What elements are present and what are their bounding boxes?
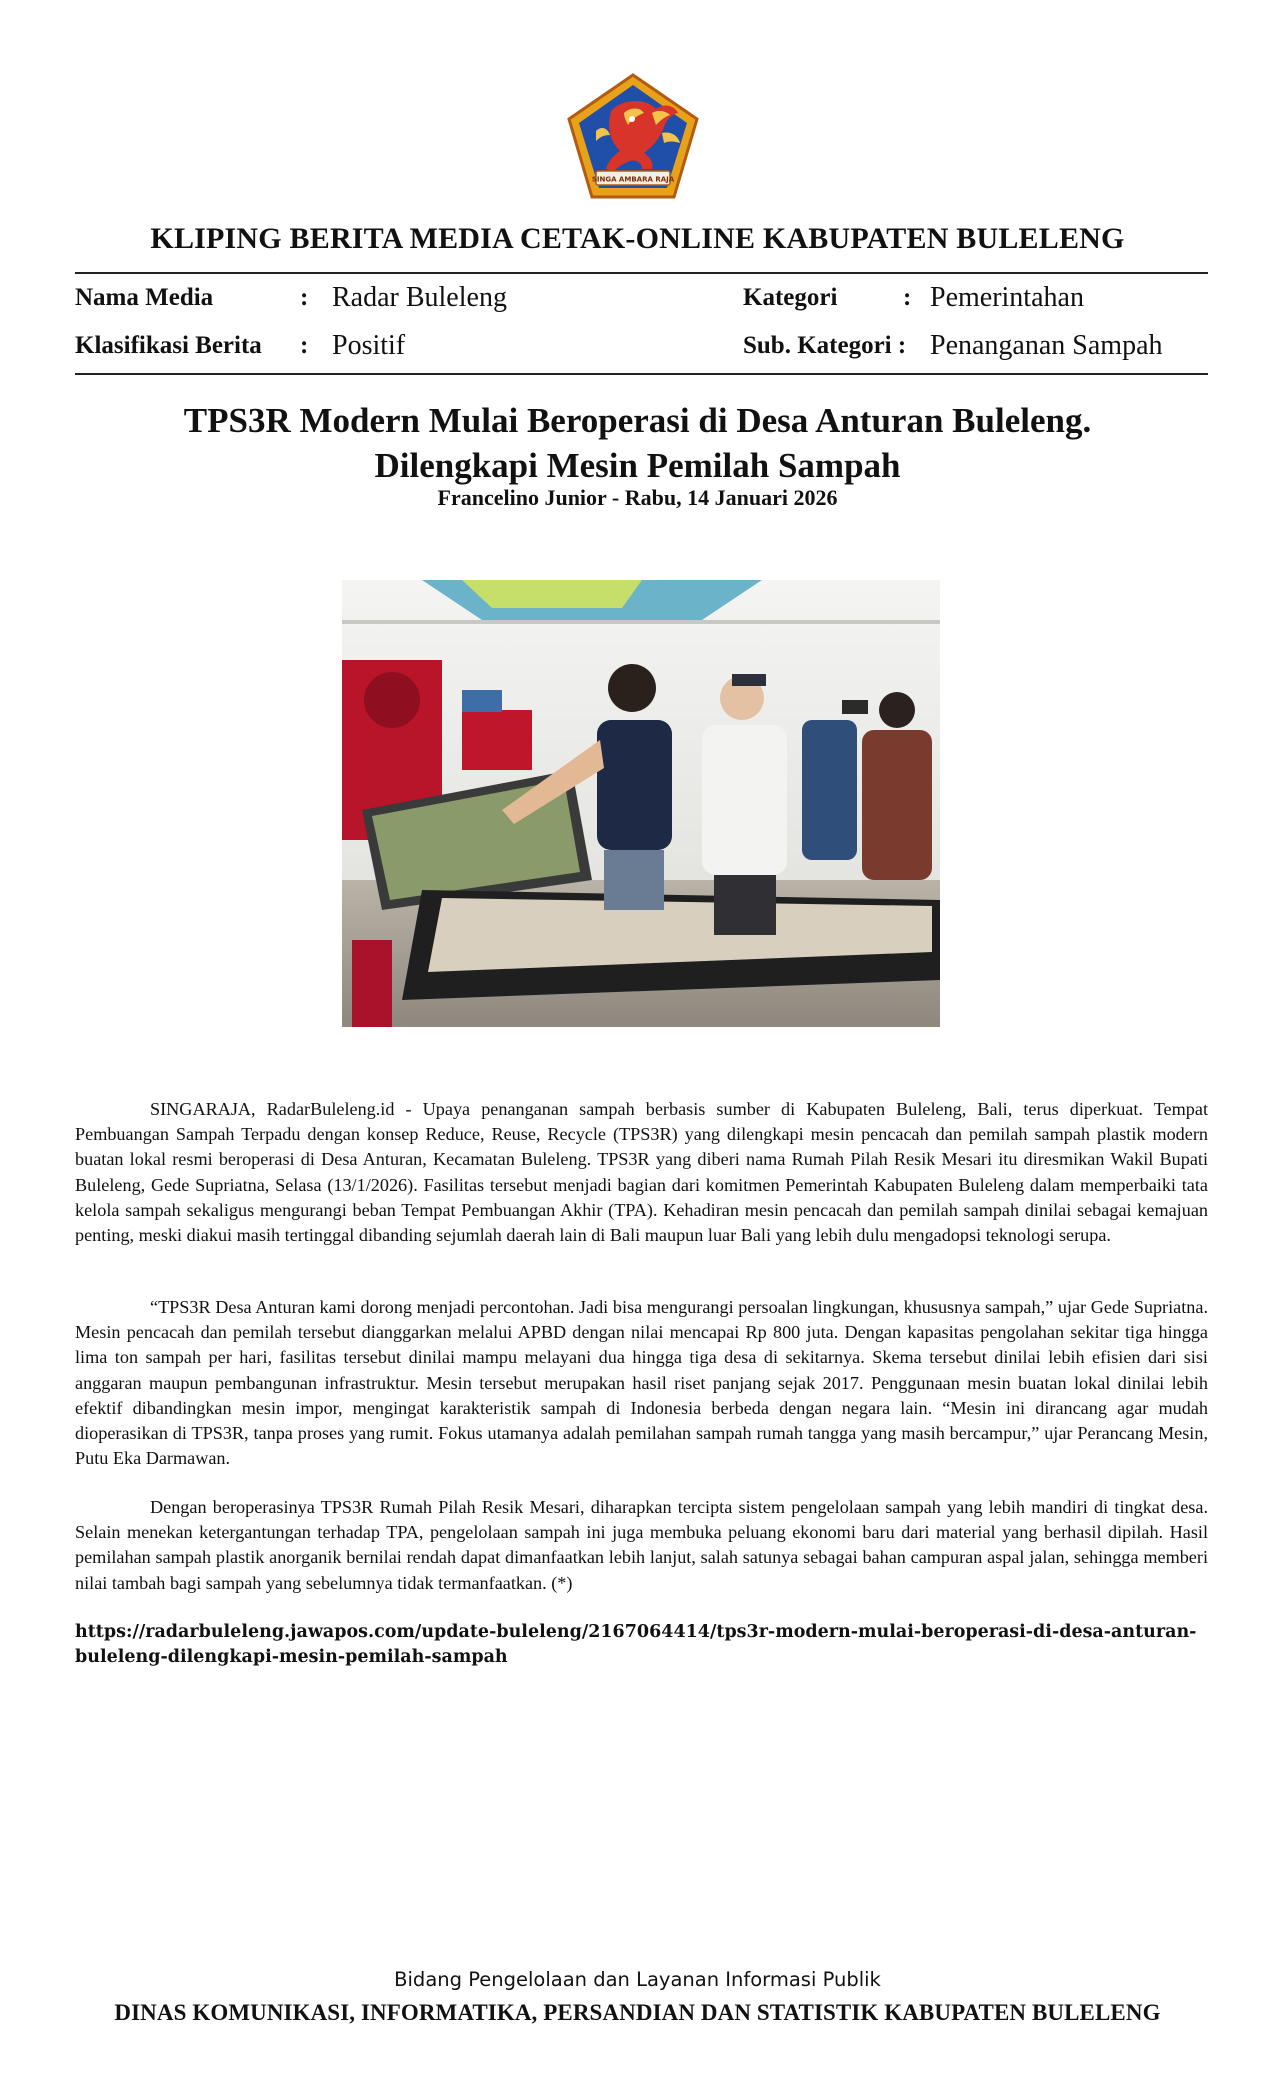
- singa-ambara-raja-emblem-icon: [566, 73, 700, 201]
- media-colon: :: [300, 284, 309, 311]
- meta-row-classification: [75, 326, 1208, 366]
- classification-colon: :: [300, 332, 309, 359]
- regency-logo: [566, 73, 700, 201]
- header-divider-top: [75, 272, 1208, 274]
- page-title: KLIPING BERITA MEDIA CETAK-ONLINE KABUPATEN BULELENG: [150, 222, 1125, 255]
- article-paragraph-2: “TPS3R Desa Anturan kami dorong menjadi percontohan. Jadi bisa mengurangi persoalan lingkungan, khususnya sampah,” ujar Gede Supriatna. Mesin pencacah dan pemilah tersebut dianggarkan melalui APBD dengan nilai mencapai Rp 800 juta. Dengan kapasitas pengolahan sekitar tiga hingga lima ton sampah per hari, fasilitas tersebut dinilai mampu melayani dua hingga tiga desa di sekitarnya. Skema tersebut dinilai lebih efisien dari sisi anggaran maupun pembangunan infrastruktur. Mesin tersebut merupakan hasil riset panjang sejak 2017. Penggunaan mesin buatan lokal dinilai lebih efektif dibandingkan mesin impor, mengingat karakteristik sampah di Indonesia berbeda dengan negara lain. “Mesin ini dirancang agar mudah dioperasikan di TPS3R, tanpa proses yang rumit. Fokus utamanya adalah pemilahan sampah rumah tangga yang masih bercampur,” ujar Perancang Mesin, Putu Eka Darmawan.: [75, 1297, 1208, 1469]
- category-colon: :: [903, 284, 912, 311]
- article-byline: Francelino Junior - Rabu, 14 Januari 2026: [437, 485, 838, 510]
- category-label: Kategori: [743, 284, 838, 311]
- classification-value: Positif: [332, 330, 406, 361]
- tps3r-sorting-machine-photo: [342, 580, 940, 1027]
- meta-row-media: [75, 278, 1208, 318]
- article-title-line-1: TPS3R Modern Mulai Beroperasi di Desa Anturan Buleleng.: [183, 401, 1092, 440]
- article-paragraph-3: Dengan beroperasinya TPS3R Rumah Pilah Resik Mesari, diharapkan tercipta sistem pengelolaan sampah yang lebih mandiri di tingkat desa. Selain menekan ketergantungan terhadap TPA, pengelolaan sampah ini juga membuka peluang ekonomi baru dari material yang berhasil dipilah. Hasil pemilahan sampah plastik anorganik bernilai rendah dapat dimanfaatkan lebih lanjut, salah satunya sebagai bahan campuran aspal jalan, sehingga memberi nilai tambah bagi sampah yang sebelumnya tidak termanfaatkan. (*): [75, 1497, 1208, 1593]
- media-value: Radar Buleleng: [332, 282, 507, 313]
- header-divider-bottom: [75, 373, 1208, 375]
- subcategory-value: Penanganan Sampah: [930, 330, 1163, 361]
- article-paragraph-1: SINGARAJA, RadarBuleleng.id - Upaya penanganan sampah berbasis sumber di Kabupaten Buleleng, Bali, terus diperkuat. Tempat Pembuangan Sampah Terpadu dengan konsep Reduce, Reuse, Recycle (TPS3R) yang dilengkapi mesin pencacah dan pemilah sampah plastik modern buatan lokal resmi beroperasi di Desa Anturan, Kecamatan Buleleng. TPS3R yang diberi nama Rumah Pilah Resik Mesari itu diresmikan Wakil Bupati Buleleng, Gede Supriatna, Selasa (13/1/2026). Fasilitas tersebut menjadi bagian dari komitmen Pemerintah Kabupaten Buleleng dalam memperbaiki tata kelola sampah sekaligus mengurangi beban Tempat Pembuangan Akhir (TPA). Kehadiran mesin pencacah dan pemilah sampah dinilai sebagai kemajuan penting, meski diakui masih tertinggal dibanding sejumlah daerah lain di Bali maupun luar Bali yang lebih dulu mengadopsi teknologi serupa.: [75, 1099, 1208, 1246]
- footer-agency: DINAS KOMUNIKASI, INFORMATIKA, PERSANDIAN DAN STATISTIK KABUPATEN BULELENG: [114, 2000, 1161, 2025]
- subcategory-label: Sub. Kategori :: [743, 332, 907, 359]
- footer-division: Bidang Pengelolaan dan Layanan Informasi Publik: [394, 1968, 881, 1991]
- article-title: [75, 398, 1200, 488]
- source-url-link[interactable]: https://radarbuleleng.jawapos.com/update-buleleng/2167064414/tps3r-modern-mulai-beroperasi-di-desa-anturan-buleleng-dilengkapi-mesin-pemilah-sampah: [75, 1622, 1197, 1667]
- category-value: Pemerintahan: [930, 282, 1084, 313]
- article-title-line-2: Dilengkapi Mesin Pemilah Sampah: [374, 446, 901, 485]
- svg-text:SINGA AMBARA RAJA: SINGA AMBARA RAJA: [591, 175, 675, 184]
- classification-label: Klasifikasi Berita: [75, 332, 262, 359]
- media-label: Nama Media: [75, 284, 214, 311]
